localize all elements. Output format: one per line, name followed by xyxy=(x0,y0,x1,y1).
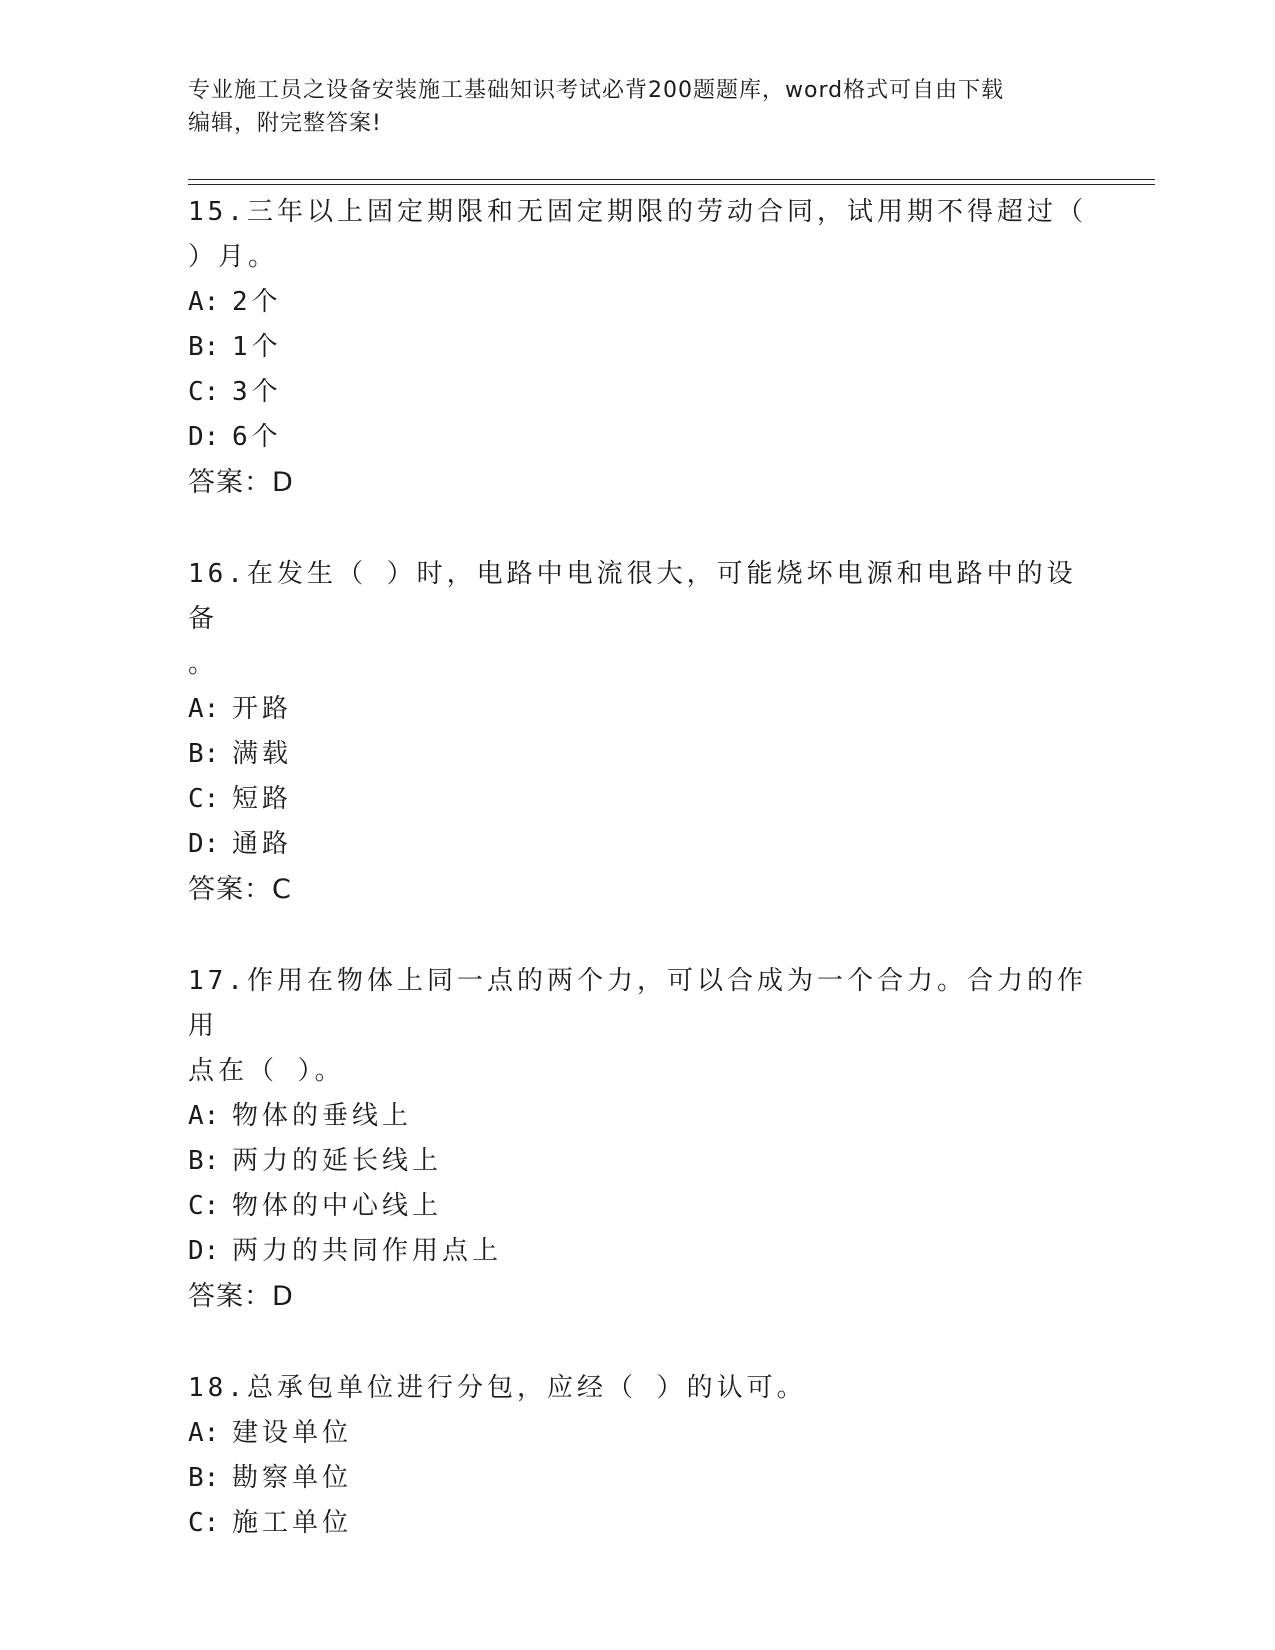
option-key: A: xyxy=(188,1418,220,1448)
question-17 xyxy=(188,959,1088,1320)
question-list xyxy=(188,190,1088,1592)
option-text: 1个 xyxy=(232,332,282,362)
option-c xyxy=(188,777,1088,822)
option-key: C: xyxy=(188,1191,220,1221)
option-text: 满载 xyxy=(232,739,293,769)
option-text: 2个 xyxy=(232,287,282,317)
document-header xyxy=(188,74,1088,140)
option-a xyxy=(188,687,1088,732)
option-d xyxy=(188,415,1088,460)
header-divider-bottom xyxy=(188,184,1155,185)
option-text: 两力的延长线上 xyxy=(232,1146,443,1176)
option-c xyxy=(188,1501,1088,1546)
option-key: C: xyxy=(188,1508,220,1538)
option-d xyxy=(188,1229,1088,1274)
question-15 xyxy=(188,190,1088,506)
option-text: 物体的垂线上 xyxy=(232,1101,413,1131)
option-text: 通路 xyxy=(232,829,293,859)
option-b xyxy=(188,325,1088,370)
option-key: A: xyxy=(188,1101,220,1131)
option-b xyxy=(188,1139,1088,1184)
option-key: C: xyxy=(188,377,220,407)
option-text: 物体的中心线上 xyxy=(232,1191,443,1221)
option-key: B: xyxy=(188,1146,220,1176)
option-a xyxy=(188,280,1088,325)
question-stem-line-1: 15.三年以上固定期限和无固定期限的劳动合同，试用期不得超过（ xyxy=(188,197,1087,227)
question-stem-line-2: 。 xyxy=(188,649,219,679)
option-text: 短路 xyxy=(232,784,293,814)
option-key: B: xyxy=(188,332,220,362)
question-stem-line-1: 18.总承包单位进行分包，应经（ ）的认可。 xyxy=(188,1373,807,1403)
option-text: 施工单位 xyxy=(232,1508,353,1538)
option-b xyxy=(188,732,1088,777)
option-key: B: xyxy=(188,739,220,769)
option-key: D: xyxy=(188,1236,220,1266)
question-18 xyxy=(188,1366,1088,1546)
header-line-1: 专业施工员之设备安装施工基础知识考试必背200题题库，word格式可自由下载 xyxy=(188,78,1005,103)
option-b xyxy=(188,1456,1088,1501)
header-line-2: 编辑，附完整答案! xyxy=(188,111,382,136)
option-text: 两力的共同作用点上 xyxy=(232,1236,503,1266)
question-16 xyxy=(188,552,1088,913)
option-text: 开路 xyxy=(232,694,293,724)
question-stem-line-1: 16.在发生（ ）时，电路中电流很大，可能烧坏电源和电路中的设备 xyxy=(188,559,1077,634)
question-stem-line-2: 点在（ ）。 xyxy=(188,1056,345,1086)
option-c xyxy=(188,1184,1088,1229)
option-a xyxy=(188,1411,1088,1456)
option-text: 6个 xyxy=(232,422,282,452)
option-text: 建设单位 xyxy=(232,1418,353,1448)
option-key: A: xyxy=(188,287,220,317)
answer-line: 答案：C xyxy=(188,874,292,905)
option-key: D: xyxy=(188,829,220,859)
option-key: C: xyxy=(188,784,220,814)
answer-line: 答案：D xyxy=(188,467,294,498)
option-d xyxy=(188,822,1088,867)
option-text: 3个 xyxy=(232,377,282,407)
header-divider-top xyxy=(188,179,1155,180)
answer-line: 答案：D xyxy=(188,1281,294,1312)
option-key: D: xyxy=(188,422,220,452)
option-a xyxy=(188,1094,1088,1139)
question-stem-line-1: 17.作用在物体上同一点的两个力，可以合成为一个合力。合力的作用 xyxy=(188,966,1087,1041)
question-stem-line-2: ）月。 xyxy=(188,242,279,272)
option-c xyxy=(188,370,1088,415)
option-key: B: xyxy=(188,1463,220,1493)
option-text: 勘察单位 xyxy=(232,1463,353,1493)
option-key: A: xyxy=(188,694,220,724)
